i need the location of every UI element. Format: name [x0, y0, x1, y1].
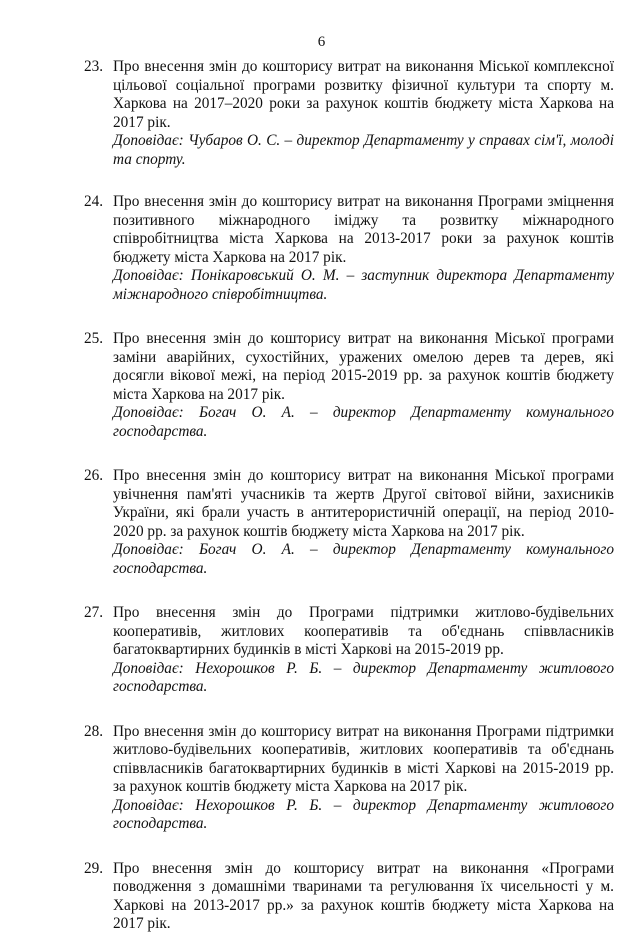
item-title: Про внесення змін до кошторису витрат на виконання Міської програми заміни аварійних, сухостійних, уражених омелою дерев та дерев, які досягли вікової межі, на період 2015-2019 рр. за рахунок коштів бюджету міста Харкова на 2017 рік.: [113, 330, 614, 403]
agenda-list: [78, 58, 614, 934]
speaker-text: Богач О. А. – директор Департаменту комунального господарства.: [113, 404, 615, 440]
item-speaker: [113, 404, 614, 441]
speaker-label: Доповідає:: [113, 404, 184, 421]
item-title: Про внесення змін до кошторису витрат на виконання Програми зміцнення позитивного міжнародного іміджу та розвитку міжнародного співробітництва міста Харкова на 2013-2017 роки за рахунок коштів бюджету міста Харкова на 2017 рік.: [113, 193, 614, 266]
item-title: Про внесення змін до кошторису витрат на виконання «Програми поводження з домашніми тваринами та регулювання їх чисельності у м. Харкові на 2013-2017 рр.» за рахунок коштів бюджету міста Харкова на 2017 рік.: [113, 859, 614, 932]
item-title: Про внесення змін до Програми підтримки житлово-будівельних кооперативів, житлових кооперативів та об'єднань співвласників багатоквартирних будинків в місті Харкові на 2015-2019 рр.: [113, 604, 614, 658]
item-number: 25.: [84, 330, 104, 347]
page-number: 6: [317, 34, 326, 50]
agenda-item-25: [78, 330, 614, 441]
speaker-label: Доповідає:: [113, 132, 184, 149]
item-speaker: [113, 132, 614, 169]
speaker-text: Чубаров О. С. – директор Департаменту у справах сім'ї, молоді та спорту.: [113, 132, 615, 168]
agenda-item-28: [78, 723, 614, 834]
item-number: 26.: [84, 467, 104, 484]
item-speaker: [113, 797, 614, 834]
item-number: 27.: [84, 604, 104, 621]
item-speaker: [113, 660, 614, 697]
speaker-label: Доповідає:: [113, 659, 184, 677]
item-number: 24.: [84, 193, 104, 210]
agenda-item-27: [78, 604, 614, 697]
item-number: 28.: [84, 722, 104, 740]
item-number: 29.: [84, 859, 104, 877]
item-speaker: [113, 541, 614, 578]
item-title: Про внесення змін до кошторису витрат на виконання Міської програми увічнення пам'яті учасників та жертв Другої світової війни, захисників України, які брали участь в антитерористичній операції, на період 2010-2020 рр. за рахунок коштів бюджету міста Харкова на 2017 рік.: [113, 467, 614, 540]
speaker-text: Богач О. А. – директор Департаменту комунального господарства.: [113, 541, 615, 577]
agenda-item-29: [78, 860, 614, 934]
speaker-label: Доповідає:: [113, 796, 184, 814]
agenda-item-23: [78, 58, 614, 169]
item-speaker: [113, 267, 614, 304]
agenda-item-24: [78, 193, 614, 304]
item-title: Про внесення змін до кошторису витрат на виконання Програми підтримки житлово-будівельних кооперативів, житлових кооперативів та об'єднань співвласників багатоквартирних будинків в місті Харкові на 2015-2019 рр. за рахунок коштів бюджету міста Харкова на 2017 рік.: [113, 722, 614, 795]
item-title: Про внесення змін до кошторису витрат на виконання Міської комплексної цільової соціальної програми розвитку фізичної культури та спорту м. Харкова на 2017–2020 роки за рахунок коштів бюджету міста Харкова на 2017 рік.: [113, 58, 614, 131]
speaker-text: Нехорошков Р. Б. – директор Департаменту житлового господарства.: [113, 796, 614, 832]
item-number: 23.: [84, 58, 104, 75]
agenda-item-26: [78, 467, 614, 578]
speaker-text: Понікаровський О. М. – заступник директора Департаменту міжнародного співробітництва.: [113, 267, 615, 303]
speaker-text: Нехорошков Р. Б. – директор Департаменту житлового господарства.: [113, 659, 614, 695]
speaker-label: Доповідає:: [113, 541, 184, 558]
speaker-label: Доповідає:: [113, 267, 184, 284]
